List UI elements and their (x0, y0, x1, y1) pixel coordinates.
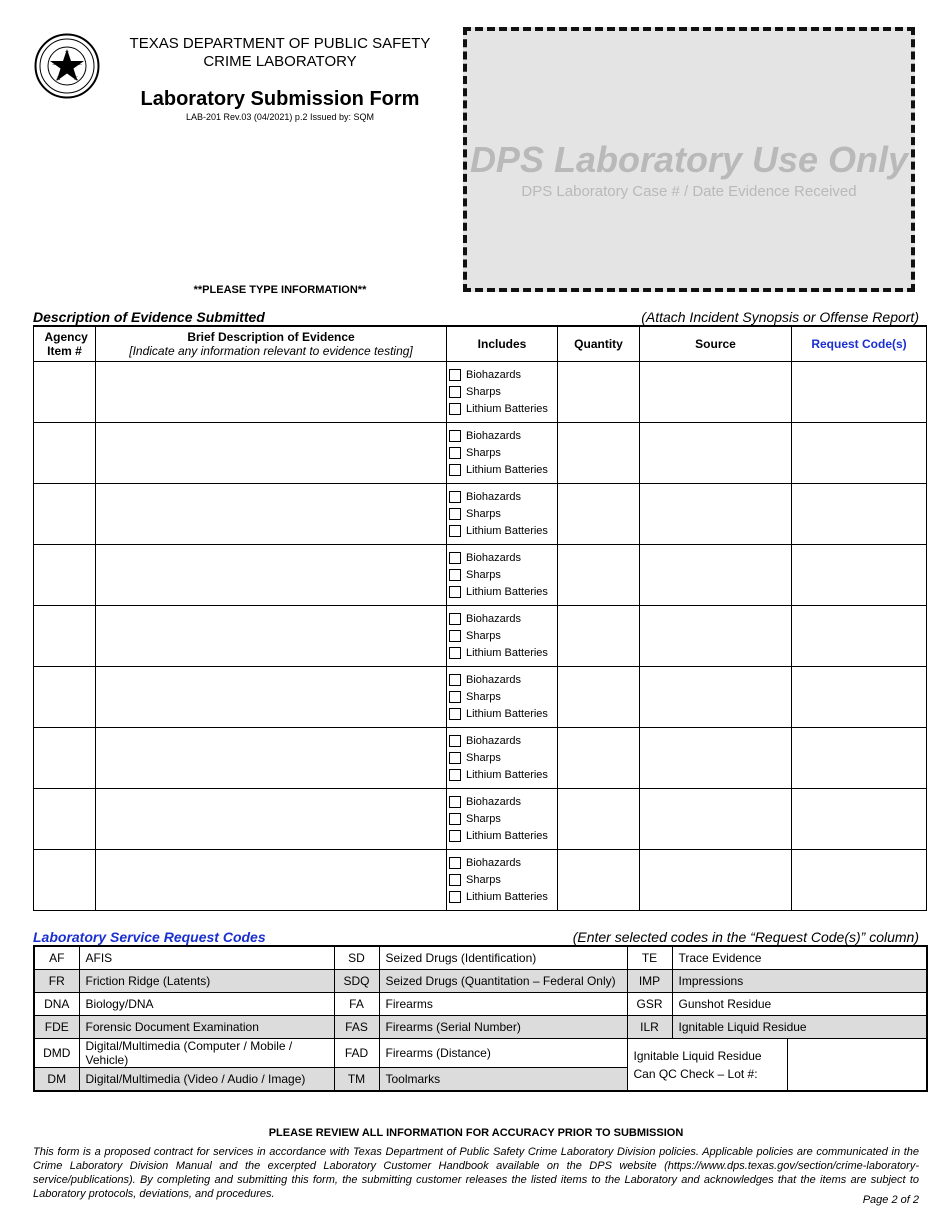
service-label: Ignitable Liquid Residue (672, 1016, 927, 1039)
source-cell[interactable] (640, 361, 792, 422)
includes-cell (447, 849, 558, 910)
request-codes-cell[interactable] (792, 483, 927, 544)
lithium-batteries-checkbox-row[interactable] (449, 888, 557, 905)
request-codes-cell[interactable] (792, 361, 927, 422)
lithium-batteries-label: Lithium Batteries (466, 768, 548, 781)
sharps-checkbox-row[interactable] (449, 688, 557, 705)
lab-use-only-subtitle: DPS Laboratory Case # / Date Evidence Received (521, 183, 857, 200)
lithium-batteries-checkbox[interactable] (449, 647, 461, 659)
col-request-codes: Request Code(s) (792, 326, 927, 361)
seal-letter: X (73, 76, 79, 82)
includes-cell (447, 788, 558, 849)
service-label: Digital/Multimedia (Video / Audio / Image) (79, 1068, 334, 1092)
quantity-cell[interactable] (558, 788, 640, 849)
codes-section-title: Laboratory Service Request Codes (33, 929, 266, 945)
request-codes-cell[interactable] (792, 422, 927, 483)
col-brief-description-label: Brief Description of Evidence (187, 329, 355, 344)
sharps-checkbox-row[interactable] (449, 871, 557, 888)
code-row (34, 993, 927, 1016)
description-cell[interactable] (96, 605, 447, 666)
service-code: TE (627, 946, 672, 970)
includes-cell (447, 544, 558, 605)
quantity-cell[interactable] (558, 727, 640, 788)
sharps-checkbox[interactable] (449, 508, 461, 520)
type-notice: **PLEASE TYPE INFORMATION** (193, 284, 367, 296)
sharps-checkbox-row[interactable] (449, 566, 557, 583)
biohazards-checkbox-row[interactable] (449, 488, 557, 505)
biohazards-label: Biohazards (466, 612, 522, 625)
biohazards-checkbox-row[interactable] (449, 610, 557, 627)
evidence-section-note: (Attach Incident Synopsis or Offense Report) (641, 309, 919, 325)
source-cell[interactable] (640, 849, 792, 910)
sharps-checkbox[interactable] (449, 874, 461, 886)
agency-line-1: TEXAS DEPARTMENT OF PUBLIC SAFETY (129, 35, 431, 52)
review-notice: PLEASE REVIEW ALL INFORMATION FOR ACCURACY PRIOR TO SUBMISSION (268, 1127, 684, 1139)
evidence-row (34, 849, 927, 910)
lithium-batteries-checkbox-row[interactable] (449, 400, 557, 417)
service-code: ILR (627, 1016, 672, 1039)
source-cell[interactable] (640, 422, 792, 483)
biohazards-checkbox[interactable] (449, 613, 461, 625)
service-code: DMD (34, 1039, 79, 1068)
biohazards-checkbox-row[interactable] (449, 732, 557, 749)
service-label: Firearms (Distance) (379, 1039, 627, 1068)
service-label: Seized Drugs (Quantitation – Federal Only) (379, 970, 627, 993)
request-codes-cell[interactable] (792, 727, 927, 788)
col-quantity: Quantity (558, 326, 640, 361)
agency-item-cell[interactable] (34, 788, 96, 849)
biohazards-checkbox[interactable] (449, 796, 461, 808)
biohazards-checkbox[interactable] (449, 552, 461, 564)
agency-line-2: CRIME LABORATORY (203, 53, 357, 70)
request-codes-cell[interactable] (792, 605, 927, 666)
sharps-label: Sharps (466, 629, 501, 642)
ilr-qc-line-2: Can QC Check – Lot #: (633, 1066, 758, 1081)
lithium-batteries-checkbox[interactable] (449, 708, 461, 720)
request-codes-cell[interactable] (792, 666, 927, 727)
seal-letter: S (52, 61, 56, 67)
description-cell[interactable] (96, 544, 447, 605)
biohazards-checkbox-row[interactable] (449, 366, 557, 383)
service-label: Trace Evidence (672, 946, 927, 970)
description-cell[interactable] (96, 666, 447, 727)
service-code: SD (334, 946, 379, 970)
quantity-cell[interactable] (558, 361, 640, 422)
lithium-batteries-checkbox[interactable] (449, 891, 461, 903)
lithium-batteries-label: Lithium Batteries (466, 890, 548, 903)
quantity-cell[interactable] (558, 544, 640, 605)
ilr-qc-label (627, 1039, 787, 1092)
sharps-checkbox[interactable] (449, 813, 461, 825)
lithium-batteries-label: Lithium Batteries (466, 829, 548, 842)
service-code: DNA (34, 993, 79, 1016)
description-cell[interactable] (96, 727, 447, 788)
sharps-label: Sharps (466, 446, 501, 459)
quantity-cell[interactable] (558, 666, 640, 727)
service-label: Impressions (672, 970, 927, 993)
lithium-batteries-label: Lithium Batteries (466, 707, 548, 720)
service-label: Seized Drugs (Identification) (379, 946, 627, 970)
description-cell[interactable] (96, 361, 447, 422)
lab-use-only-title: DPS Laboratory Use Only (469, 139, 909, 180)
dps-seal-logo (34, 33, 100, 99)
code-row (34, 946, 927, 970)
lithium-batteries-checkbox[interactable] (449, 403, 461, 415)
service-code: SDQ (334, 970, 379, 993)
evidence-row (34, 788, 927, 849)
service-label: AFIS (79, 946, 334, 970)
col-brief-description (96, 326, 447, 361)
col-source: Source (640, 326, 792, 361)
quantity-cell[interactable] (558, 849, 640, 910)
service-code: GSR (627, 993, 672, 1016)
description-cell[interactable] (96, 788, 447, 849)
sharps-checkbox-row[interactable] (449, 505, 557, 522)
lithium-batteries-checkbox-row[interactable] (449, 705, 557, 722)
biohazards-label: Biohazards (466, 429, 522, 442)
biohazards-checkbox[interactable] (449, 674, 461, 686)
lithium-batteries-checkbox-row[interactable] (449, 583, 557, 600)
lithium-batteries-label: Lithium Batteries (466, 524, 548, 537)
includes-cell (447, 605, 558, 666)
service-code: FAS (334, 1016, 379, 1039)
form-subtitle: LAB-201 Rev.03 (04/2021) p.2 Issued by: SQM (186, 112, 374, 122)
biohazards-checkbox[interactable] (449, 369, 461, 381)
evidence-row (34, 361, 927, 422)
sharps-checkbox-row[interactable] (449, 749, 557, 766)
request-codes-cell[interactable] (792, 544, 927, 605)
service-code: AF (34, 946, 79, 970)
agency-item-cell[interactable] (34, 544, 96, 605)
includes-cell (447, 422, 558, 483)
biohazards-checkbox[interactable] (449, 857, 461, 869)
biohazards-checkbox-row[interactable] (449, 671, 557, 688)
sharps-label: Sharps (466, 873, 501, 886)
sharps-checkbox-row[interactable] (449, 810, 557, 827)
sharps-checkbox[interactable] (449, 752, 461, 764)
quantity-cell[interactable] (558, 605, 640, 666)
service-label: Firearms (379, 993, 627, 1016)
agency-item-cell[interactable] (34, 666, 96, 727)
sharps-label: Sharps (466, 690, 501, 703)
lithium-batteries-checkbox-row[interactable] (449, 461, 557, 478)
description-cell[interactable] (96, 483, 447, 544)
biohazards-checkbox[interactable] (449, 430, 461, 442)
sharps-checkbox-row[interactable] (449, 383, 557, 400)
service-label: Forensic Document Examination (79, 1016, 334, 1039)
description-cell[interactable] (96, 422, 447, 483)
agency-item-cell[interactable] (34, 361, 96, 422)
evidence-section-title: Description of Evidence Submitted (33, 309, 265, 325)
biohazards-label: Biohazards (466, 490, 522, 503)
col-agency-item (34, 326, 96, 361)
includes-cell (447, 483, 558, 544)
lithium-batteries-checkbox-row[interactable] (449, 522, 557, 539)
ilr-qc-line-1: Ignitable Liquid Residue (633, 1048, 762, 1063)
request-codes-cell[interactable] (792, 788, 927, 849)
includes-cell (447, 666, 558, 727)
service-code: FR (34, 970, 79, 993)
service-code: TM (334, 1068, 379, 1092)
evidence-row (34, 666, 927, 727)
service-label: Digital/Multimedia (Computer / Mobile / Vehicle) (79, 1039, 334, 1068)
lithium-batteries-checkbox-row[interactable] (449, 644, 557, 661)
ilr-lot-number-field[interactable] (787, 1039, 927, 1092)
lithium-batteries-checkbox[interactable] (449, 525, 461, 537)
evidence-row (34, 544, 927, 605)
service-code: DM (34, 1068, 79, 1092)
includes-cell (447, 727, 558, 788)
code-row (34, 1039, 927, 1068)
description-cell[interactable] (96, 849, 447, 910)
biohazards-label: Biohazards (466, 673, 522, 686)
service-label: Toolmarks (379, 1068, 627, 1092)
request-codes-table (33, 945, 928, 1092)
lab-use-only-box[interactable] (463, 27, 915, 292)
biohazards-checkbox[interactable] (449, 491, 461, 503)
lithium-batteries-checkbox[interactable] (449, 464, 461, 476)
source-cell[interactable] (640, 666, 792, 727)
biohazards-label: Biohazards (466, 734, 522, 747)
seal-letter: A (55, 76, 61, 82)
evidence-row (34, 483, 927, 544)
quantity-cell[interactable] (558, 422, 640, 483)
lithium-batteries-label: Lithium Batteries (466, 585, 548, 598)
disclaimer-text: This form is a proposed contract for services in accordance with Texas Department of Public Safety Crime Laboratory Division policies. Applicable policies are communicated in the Crime Laboratory Division Manual and the excerpted Laboratory Customer Handbook available on the DPS website (https://www.dps.texas.gov/section/crime-laboratory-service/publications). By completing and submitting this form, the submitting customer releases the listed items to the Laboratory and acknowledges that the items are subject to Laboratory protocols, deviations, and procedures. (33, 1146, 919, 1200)
page-number: Page 2 of 2 (862, 1194, 919, 1206)
sharps-checkbox[interactable] (449, 447, 461, 459)
lithium-batteries-checkbox-row[interactable] (449, 827, 557, 844)
evidence-row (34, 605, 927, 666)
lithium-batteries-label: Lithium Batteries (466, 463, 548, 476)
sharps-label: Sharps (466, 751, 501, 764)
evidence-table (33, 325, 927, 911)
col-agency-item-label: Agency Item # (44, 329, 88, 358)
biohazards-checkbox-row[interactable] (449, 854, 557, 871)
sharps-checkbox[interactable] (449, 630, 461, 642)
code-row (34, 970, 927, 993)
sharps-checkbox[interactable] (449, 691, 461, 703)
col-includes: Includes (447, 326, 558, 361)
source-cell[interactable] (640, 788, 792, 849)
agency-item-cell[interactable] (34, 727, 96, 788)
biohazards-label: Biohazards (466, 368, 522, 381)
sharps-label: Sharps (466, 568, 501, 581)
sharps-checkbox-row[interactable] (449, 444, 557, 461)
includes-cell (447, 361, 558, 422)
source-cell[interactable] (640, 727, 792, 788)
sharps-checkbox[interactable] (449, 386, 461, 398)
evidence-row (34, 422, 927, 483)
lithium-batteries-checkbox-row[interactable] (449, 766, 557, 783)
source-cell[interactable] (640, 483, 792, 544)
biohazards-label: Biohazards (466, 551, 522, 564)
lithium-batteries-label: Lithium Batteries (466, 646, 548, 659)
lithium-batteries-checkbox[interactable] (449, 830, 461, 842)
evidence-row (34, 727, 927, 788)
service-code: FAD (334, 1039, 379, 1068)
agency-item-cell[interactable] (34, 605, 96, 666)
service-label: Gunshot Residue (672, 993, 927, 1016)
lithium-batteries-checkbox[interactable] (449, 769, 461, 781)
sharps-checkbox-row[interactable] (449, 627, 557, 644)
form-title: Laboratory Submission Form (140, 88, 420, 110)
service-code: IMP (627, 970, 672, 993)
evidence-header-row (34, 326, 927, 361)
biohazards-checkbox-row[interactable] (449, 427, 557, 444)
source-cell[interactable] (640, 605, 792, 666)
biohazards-checkbox[interactable] (449, 735, 461, 747)
sharps-checkbox[interactable] (449, 569, 461, 581)
request-codes-cell[interactable] (792, 849, 927, 910)
service-label: Firearms (Serial Number) (379, 1016, 627, 1039)
agency-name (100, 35, 460, 71)
lithium-batteries-checkbox[interactable] (449, 586, 461, 598)
agency-item-cell[interactable] (34, 849, 96, 910)
biohazards-label: Biohazards (466, 795, 522, 808)
col-brief-description-note: [Indicate any information relevant to evidence testing] (129, 343, 413, 358)
service-label: Biology/DNA (79, 993, 334, 1016)
service-code: FDE (34, 1016, 79, 1039)
biohazards-label: Biohazards (466, 856, 522, 869)
sharps-label: Sharps (466, 385, 501, 398)
quantity-cell[interactable] (558, 483, 640, 544)
service-label: Friction Ridge (Latents) (79, 970, 334, 993)
sharps-label: Sharps (466, 812, 501, 825)
codes-section-note: (Enter selected codes in the “Request Code(s)” column) (572, 929, 919, 945)
lithium-batteries-label: Lithium Batteries (466, 402, 548, 415)
seal-letter: T (65, 51, 69, 57)
agency-item-cell[interactable] (34, 422, 96, 483)
sharps-label: Sharps (466, 507, 501, 520)
source-cell[interactable] (640, 544, 792, 605)
biohazards-checkbox-row[interactable] (449, 549, 557, 566)
service-code: FA (334, 993, 379, 1016)
biohazards-checkbox-row[interactable] (449, 793, 557, 810)
code-row (34, 1016, 927, 1039)
agency-item-cell[interactable] (34, 483, 96, 544)
seal-letter: E (78, 61, 82, 67)
